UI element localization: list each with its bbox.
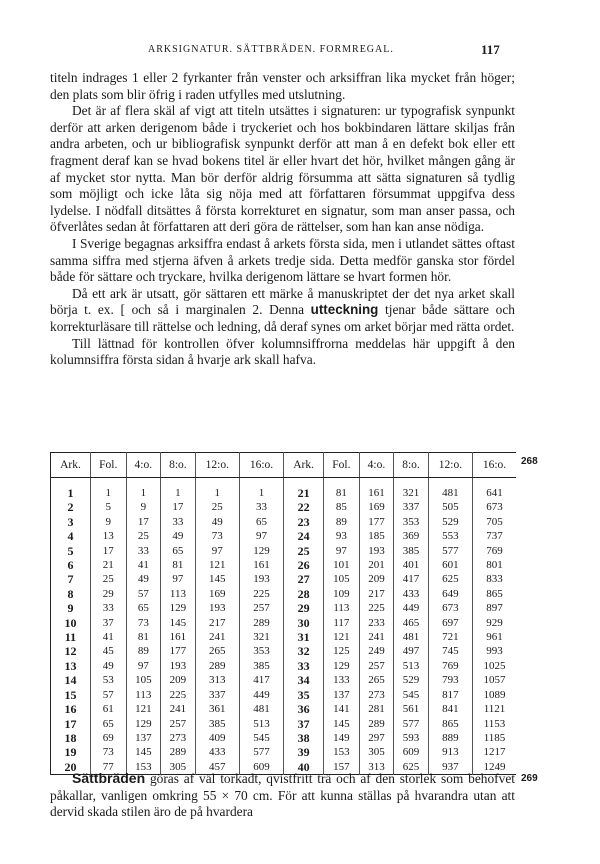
- table-cell: 141: [324, 702, 360, 716]
- table-cell: 625: [394, 760, 429, 775]
- table-cell: 913: [428, 745, 472, 759]
- table-cell: 705: [473, 515, 516, 529]
- table-cell: 209: [359, 572, 394, 586]
- table-cell: 37: [284, 717, 324, 731]
- table-cell: 145: [195, 572, 239, 586]
- table-cell: 3: [51, 515, 91, 529]
- table-body: [51, 478, 517, 775]
- table-header-row: [51, 453, 517, 478]
- table-cell: 249: [359, 644, 394, 658]
- table-row: [51, 644, 517, 658]
- table-cell: 7: [51, 572, 91, 586]
- table-cell: 14: [51, 673, 91, 687]
- table-cell: 36: [284, 702, 324, 716]
- table-cell: 769: [428, 659, 472, 673]
- table-cell: 297: [359, 731, 394, 745]
- table-cell: 10: [51, 616, 91, 630]
- table-cell: 257: [239, 601, 283, 615]
- table-cell: 129: [324, 659, 360, 673]
- table-cell: 77: [90, 760, 126, 775]
- table-cell: 361: [195, 702, 239, 716]
- table-cell: 125: [324, 644, 360, 658]
- table-cell: 465: [394, 616, 429, 630]
- table-cell: 65: [161, 544, 196, 558]
- table-cell: 13: [90, 529, 126, 543]
- table-cell: 73: [195, 529, 239, 543]
- table-cell: 193: [359, 544, 394, 558]
- table-cell: 21: [284, 478, 324, 501]
- body-text-bottom: [50, 770, 515, 821]
- table-cell: 65: [126, 601, 161, 615]
- table-cell: 161: [359, 478, 394, 501]
- table-cell: 6: [51, 558, 91, 572]
- table-cell: 23: [284, 515, 324, 529]
- table-cell: 145: [126, 745, 161, 759]
- table-cell: 929: [473, 616, 516, 630]
- table-cell: 385: [239, 659, 283, 673]
- table-cell: 225: [161, 688, 196, 702]
- paragraph-text: Denna: [269, 302, 305, 318]
- table-cell: 1249: [473, 760, 516, 775]
- table-cell: 201: [359, 558, 394, 572]
- table-cell: 177: [359, 515, 394, 529]
- table-cell: 157: [324, 760, 360, 775]
- table-cell: 45: [90, 644, 126, 658]
- table-cell: 13: [51, 659, 91, 673]
- table-cell: 889: [428, 731, 472, 745]
- table-cell: 577: [394, 717, 429, 731]
- table-cell: 193: [239, 572, 283, 586]
- table-cell: 289: [161, 745, 196, 759]
- table-cell: 545: [239, 731, 283, 745]
- paragraph-text: Då ett ark är utsatt, gör sättaren ett märke å manuskriptet der det nya arket skall börja t. ex.: [50, 285, 515, 318]
- term-utteckning: utteckning: [310, 302, 379, 318]
- table-cell: 5: [90, 500, 126, 514]
- table-cell: 26: [284, 558, 324, 572]
- table-cell: 5: [51, 544, 91, 558]
- table-cell: 601: [428, 558, 472, 572]
- table-cell: 593: [394, 731, 429, 745]
- table-cell: 257: [359, 659, 394, 673]
- table-cell: 241: [359, 630, 394, 644]
- table-cell: 27: [284, 572, 324, 586]
- table-cell: 721: [428, 630, 472, 644]
- table-cell: 1: [126, 478, 161, 501]
- table-cell: 73: [126, 616, 161, 630]
- table-cell: 193: [161, 659, 196, 673]
- table-cell: 129: [239, 544, 283, 558]
- table-cell: 609: [239, 760, 283, 775]
- table-cell: 97: [161, 572, 196, 586]
- table-cell: 11: [51, 630, 91, 644]
- table-cell: 17: [126, 515, 161, 529]
- table-cell: 841: [428, 702, 472, 716]
- table-cell: 313: [359, 760, 394, 775]
- table-row: [51, 673, 517, 687]
- table-cell: 305: [161, 760, 196, 775]
- table-cell: 793: [428, 673, 472, 687]
- table-cell: 35: [284, 688, 324, 702]
- table-cell: 21: [90, 558, 126, 572]
- table-cell: 1185: [473, 731, 516, 745]
- table-cell: 25: [90, 572, 126, 586]
- table-cell: 81: [161, 558, 196, 572]
- table-cell: 8: [51, 587, 91, 601]
- table-cell: 19: [51, 745, 91, 759]
- table-cell: 321: [239, 630, 283, 644]
- table-cell: 337: [195, 688, 239, 702]
- paragraph-mark: [50, 286, 515, 336]
- table-cell: 161: [239, 558, 283, 572]
- table-cell: 1: [90, 478, 126, 501]
- paragraph: [50, 770, 515, 821]
- table-cell: 97: [195, 544, 239, 558]
- table-cell: 113: [324, 601, 360, 615]
- table-cell: 481: [394, 630, 429, 644]
- column-header: Fol.: [324, 453, 360, 478]
- table-cell: 18: [51, 731, 91, 745]
- table-cell: 65: [239, 515, 283, 529]
- table-cell: 33: [239, 500, 283, 514]
- table-cell: 289: [239, 616, 283, 630]
- table-cell: 353: [239, 644, 283, 658]
- table-cell: 833: [473, 572, 516, 586]
- table-cell: 625: [428, 572, 472, 586]
- mark-glyph: [: [120, 302, 125, 318]
- column-header: Fol.: [90, 453, 126, 478]
- table-cell: 1057: [473, 673, 516, 687]
- table-cell: 1: [51, 478, 91, 501]
- table-cell: 241: [161, 702, 196, 716]
- table-row: [51, 500, 517, 514]
- table-cell: 1: [239, 478, 283, 501]
- table-cell: 161: [161, 630, 196, 644]
- table-cell: 105: [126, 673, 161, 687]
- table-row: [51, 688, 517, 702]
- table-cell: 217: [359, 587, 394, 601]
- table-cell: 529: [428, 515, 472, 529]
- page-number: 117: [481, 42, 500, 57]
- table-cell: 34: [284, 673, 324, 687]
- table-cell: 1153: [473, 717, 516, 731]
- table-cell: 57: [90, 688, 126, 702]
- table-cell: 20: [51, 760, 91, 775]
- table-cell: 17: [161, 500, 196, 514]
- table-cell: 145: [161, 616, 196, 630]
- table-cell: 737: [473, 529, 516, 543]
- table-cell: 137: [126, 731, 161, 745]
- table-cell: 33: [126, 544, 161, 558]
- table-cell: 745: [428, 644, 472, 658]
- table-cell: 385: [394, 544, 429, 558]
- table-cell: 449: [239, 688, 283, 702]
- table-cell: 109: [324, 587, 360, 601]
- table-cell: 305: [359, 745, 394, 759]
- table-cell: 225: [359, 601, 394, 615]
- table-cell: 1121: [473, 702, 516, 716]
- table-cell: 17: [51, 717, 91, 731]
- table-cell: 4: [51, 529, 91, 543]
- table-cell: 97: [126, 659, 161, 673]
- column-header: 8:o.: [161, 453, 196, 478]
- table-row: [51, 702, 517, 716]
- table-row: [51, 601, 517, 615]
- table-cell: 449: [394, 601, 429, 615]
- side-number-268: 268: [521, 456, 538, 467]
- table-cell: 40: [284, 760, 324, 775]
- table-cell: 273: [161, 731, 196, 745]
- table-cell: 313: [195, 673, 239, 687]
- table-cell: 697: [428, 616, 472, 630]
- table-cell: 609: [394, 745, 429, 759]
- table-cell: 553: [428, 529, 472, 543]
- table-row: [51, 529, 517, 543]
- table-cell: 265: [359, 673, 394, 687]
- table-cell: 185: [359, 529, 394, 543]
- table-cell: 29: [284, 601, 324, 615]
- table-cell: 24: [284, 529, 324, 543]
- table-cell: 9: [126, 500, 161, 514]
- table-row: [51, 515, 517, 529]
- table-cell: 513: [239, 717, 283, 731]
- table-cell: 649: [428, 587, 472, 601]
- table-cell: 29: [90, 587, 126, 601]
- table-cell: 73: [90, 745, 126, 759]
- column-header: Ark.: [51, 453, 91, 478]
- table-cell: 417: [394, 572, 429, 586]
- table-cell: 2: [51, 500, 91, 514]
- table-cell: 321: [394, 478, 429, 501]
- table-cell: 49: [161, 529, 196, 543]
- paragraph: Det är af flera skäl af vigt att titeln utsättes i signaturen: ur typografisk synpunkt derför att arken derigenom både i tryckeriet och hos bokbindaren lättare skiljas från andra arbeten, och ur bibliografisk synpunkt derför att man å en defekt bok eller ett fragment deraf kan se hvad bokens titel är eller hvart det hör, hvilket mången gång är af mycket stor nytta. Man bör derför aldrig försumma att sätta signaturen så tydlig som möjligt och icke låta sig nöja med att författaren försummat uppgifva dess lydelse. I nödfall ditsättes å första korrekturet en signatur, som man anser passa, och öfverlåtes sedan åt författaren att deri göra de rättelser, som han kan anse nödiga.: [50, 103, 515, 235]
- side-number-269: 269: [521, 773, 538, 784]
- table-cell: 169: [195, 587, 239, 601]
- table-cell: 1217: [473, 745, 516, 759]
- table-cell: 81: [126, 630, 161, 644]
- table-cell: 481: [239, 702, 283, 716]
- table-cell: 545: [394, 688, 429, 702]
- table-cell: 49: [126, 572, 161, 586]
- table-cell: 113: [161, 587, 196, 601]
- table-cell: 89: [324, 515, 360, 529]
- table-cell: 97: [239, 529, 283, 543]
- table-cell: 505: [428, 500, 472, 514]
- table-cell: 865: [473, 587, 516, 601]
- body-text-top: [50, 70, 515, 369]
- table-cell: 33: [90, 601, 126, 615]
- table-cell: 801: [473, 558, 516, 572]
- table-cell: 53: [90, 673, 126, 687]
- table-cell: 12: [51, 644, 91, 658]
- paragraph: Till lättnad för kontrollen öfver kolumnsiffrorna meddelas här uppgift å den kolumnsiffra första sidan å hvarje ark skall hafva.: [50, 335, 515, 368]
- table-cell: 457: [195, 760, 239, 775]
- column-header: 12:o.: [428, 453, 472, 478]
- table-cell: 9: [90, 515, 126, 529]
- table-cell: 37: [90, 616, 126, 630]
- table-cell: 529: [394, 673, 429, 687]
- table-cell: 15: [51, 688, 91, 702]
- table-cell: 28: [284, 587, 324, 601]
- table-row: [51, 659, 517, 673]
- table-cell: 241: [195, 630, 239, 644]
- table-cell: 233: [359, 616, 394, 630]
- table-cell: 41: [126, 558, 161, 572]
- table-cell: 153: [126, 760, 161, 775]
- table-cell: 81: [324, 478, 360, 501]
- table-cell: 17: [90, 544, 126, 558]
- table-cell: 169: [359, 500, 394, 514]
- table-cell: 85: [324, 500, 360, 514]
- table-row: [51, 544, 517, 558]
- table-cell: 209: [161, 673, 196, 687]
- margin-glyph: 2.: [252, 302, 263, 318]
- table-cell: 121: [324, 630, 360, 644]
- table-cell: 145: [324, 717, 360, 731]
- table-cell: 25: [126, 529, 161, 543]
- table-cell: 57: [126, 587, 161, 601]
- table-cell: 25: [284, 544, 324, 558]
- table-cell: 497: [394, 644, 429, 658]
- table-cell: 31: [284, 630, 324, 644]
- column-header: 16:o.: [239, 453, 283, 478]
- table-cell: 137: [324, 688, 360, 702]
- table-cell: 33: [284, 659, 324, 673]
- table-cell: 177: [161, 644, 196, 658]
- table-cell: 49: [195, 515, 239, 529]
- table-cell: 353: [394, 515, 429, 529]
- table-cell: 30: [284, 616, 324, 630]
- table-cell: 1025: [473, 659, 516, 673]
- table-cell: 1089: [473, 688, 516, 702]
- table-cell: 89: [126, 644, 161, 658]
- table-row: [51, 731, 517, 745]
- table-cell: 69: [90, 731, 126, 745]
- table-cell: 97: [324, 544, 360, 558]
- table-cell: 409: [195, 731, 239, 745]
- table-cell: 641: [473, 478, 516, 501]
- table-cell: 22: [284, 500, 324, 514]
- table-cell: 257: [161, 717, 196, 731]
- paragraph-text: göras af väl torkadt, qvistfritt trä och af den storlek som behofvet påkallar, vanligen omkring 55 × 70 cm. För att kunna ställas på hvarandra utan att dervid skada stilen äro de på hvardera: [50, 771, 515, 820]
- table-cell: 149: [324, 731, 360, 745]
- table-cell: 217: [195, 616, 239, 630]
- page-header: [0, 44, 600, 60]
- table-cell: 129: [126, 717, 161, 731]
- table-row: [51, 630, 517, 644]
- table-cell: 113: [126, 688, 161, 702]
- table-cell: 433: [394, 587, 429, 601]
- table-row: [51, 616, 517, 630]
- table-cell: 38: [284, 731, 324, 745]
- table-cell: 561: [394, 702, 429, 716]
- signature-table: [50, 452, 516, 775]
- table-cell: 385: [195, 717, 239, 731]
- table-cell: 1: [195, 478, 239, 501]
- table-cell: 1: [161, 478, 196, 501]
- table-cell: 121: [195, 558, 239, 572]
- paragraph: titeln indrages 1 eller 2 fyrkanter från venster och arksiffran lika mycket från höger; den plats som blir öfrig i raden utfylles med utslutning.: [50, 70, 515, 102]
- table-cell: 93: [324, 529, 360, 543]
- table-cell: 61: [90, 702, 126, 716]
- table-cell: 39: [284, 745, 324, 759]
- table-cell: 41: [90, 630, 126, 644]
- column-header: 4:o.: [126, 453, 161, 478]
- table-cell: 273: [359, 688, 394, 702]
- table-cell: 281: [359, 702, 394, 716]
- table-cell: 289: [359, 717, 394, 731]
- running-title: ARKSIGNATUR. SÄTTBRÄDEN. FORMREGAL.: [148, 44, 394, 55]
- table-cell: 16: [51, 702, 91, 716]
- column-header: 8:o.: [394, 453, 429, 478]
- table-cell: 401: [394, 558, 429, 572]
- column-header: 4:o.: [359, 453, 394, 478]
- table-cell: 153: [324, 745, 360, 759]
- table-cell: 993: [473, 644, 516, 658]
- table-cell: 433: [195, 745, 239, 759]
- table-cell: 481: [428, 478, 472, 501]
- paragraph: I Sverige begagnas arksiffra endast å arkets första sida, men i utlandet sättes oftast samma siffra med stjerna äfven å arkets tredje sida. Detta medför ganska stor fördel både för sättare och tryckare, hvilka derigenom lättare se hvart formen hör.: [50, 235, 515, 285]
- table-row: [51, 558, 517, 572]
- table-cell: 513: [394, 659, 429, 673]
- table-cell: 577: [239, 745, 283, 759]
- paragraph-text: tjenar både sättare och korrekturläsare till rättelse och ledning, då deraf synes om arket börjar med rätta ordet.: [50, 302, 515, 334]
- table-cell: 9: [51, 601, 91, 615]
- table-row: [51, 745, 517, 759]
- table-cell: 417: [239, 673, 283, 687]
- table-row: [51, 572, 517, 586]
- table-cell: 673: [473, 500, 516, 514]
- table-cell: 937: [428, 760, 472, 775]
- table-cell: 289: [195, 659, 239, 673]
- table-cell: 117: [324, 616, 360, 630]
- table-cell: 49: [90, 659, 126, 673]
- table-cell: 265: [195, 644, 239, 658]
- table-row: [51, 587, 517, 601]
- table-cell: 65: [90, 717, 126, 731]
- table-cell: 769: [473, 544, 516, 558]
- table-cell: 817: [428, 688, 472, 702]
- table-cell: 32: [284, 644, 324, 658]
- term-sattbraden: Sättbräden: [72, 770, 146, 786]
- table-cell: 865: [428, 717, 472, 731]
- table-cell: 193: [195, 601, 239, 615]
- table-row: [51, 478, 517, 501]
- table-cell: 897: [473, 601, 516, 615]
- table-cell: 25: [195, 500, 239, 514]
- table-cell: 33: [161, 515, 196, 529]
- paragraph-text: och så i marginalen: [131, 302, 246, 318]
- table-row: [51, 717, 517, 731]
- table-cell: 105: [324, 572, 360, 586]
- table-cell: 369: [394, 529, 429, 543]
- column-header: 16:o.: [473, 453, 516, 478]
- column-header: Ark.: [284, 453, 324, 478]
- column-header: 12:o.: [195, 453, 239, 478]
- table-cell: 225: [239, 587, 283, 601]
- table-cell: 961: [473, 630, 516, 644]
- table-cell: 133: [324, 673, 360, 687]
- table-cell: 577: [428, 544, 472, 558]
- table-cell: 337: [394, 500, 429, 514]
- table-cell: 673: [428, 601, 472, 615]
- table-cell: 101: [324, 558, 360, 572]
- table-cell: 121: [126, 702, 161, 716]
- table-cell: 129: [161, 601, 196, 615]
